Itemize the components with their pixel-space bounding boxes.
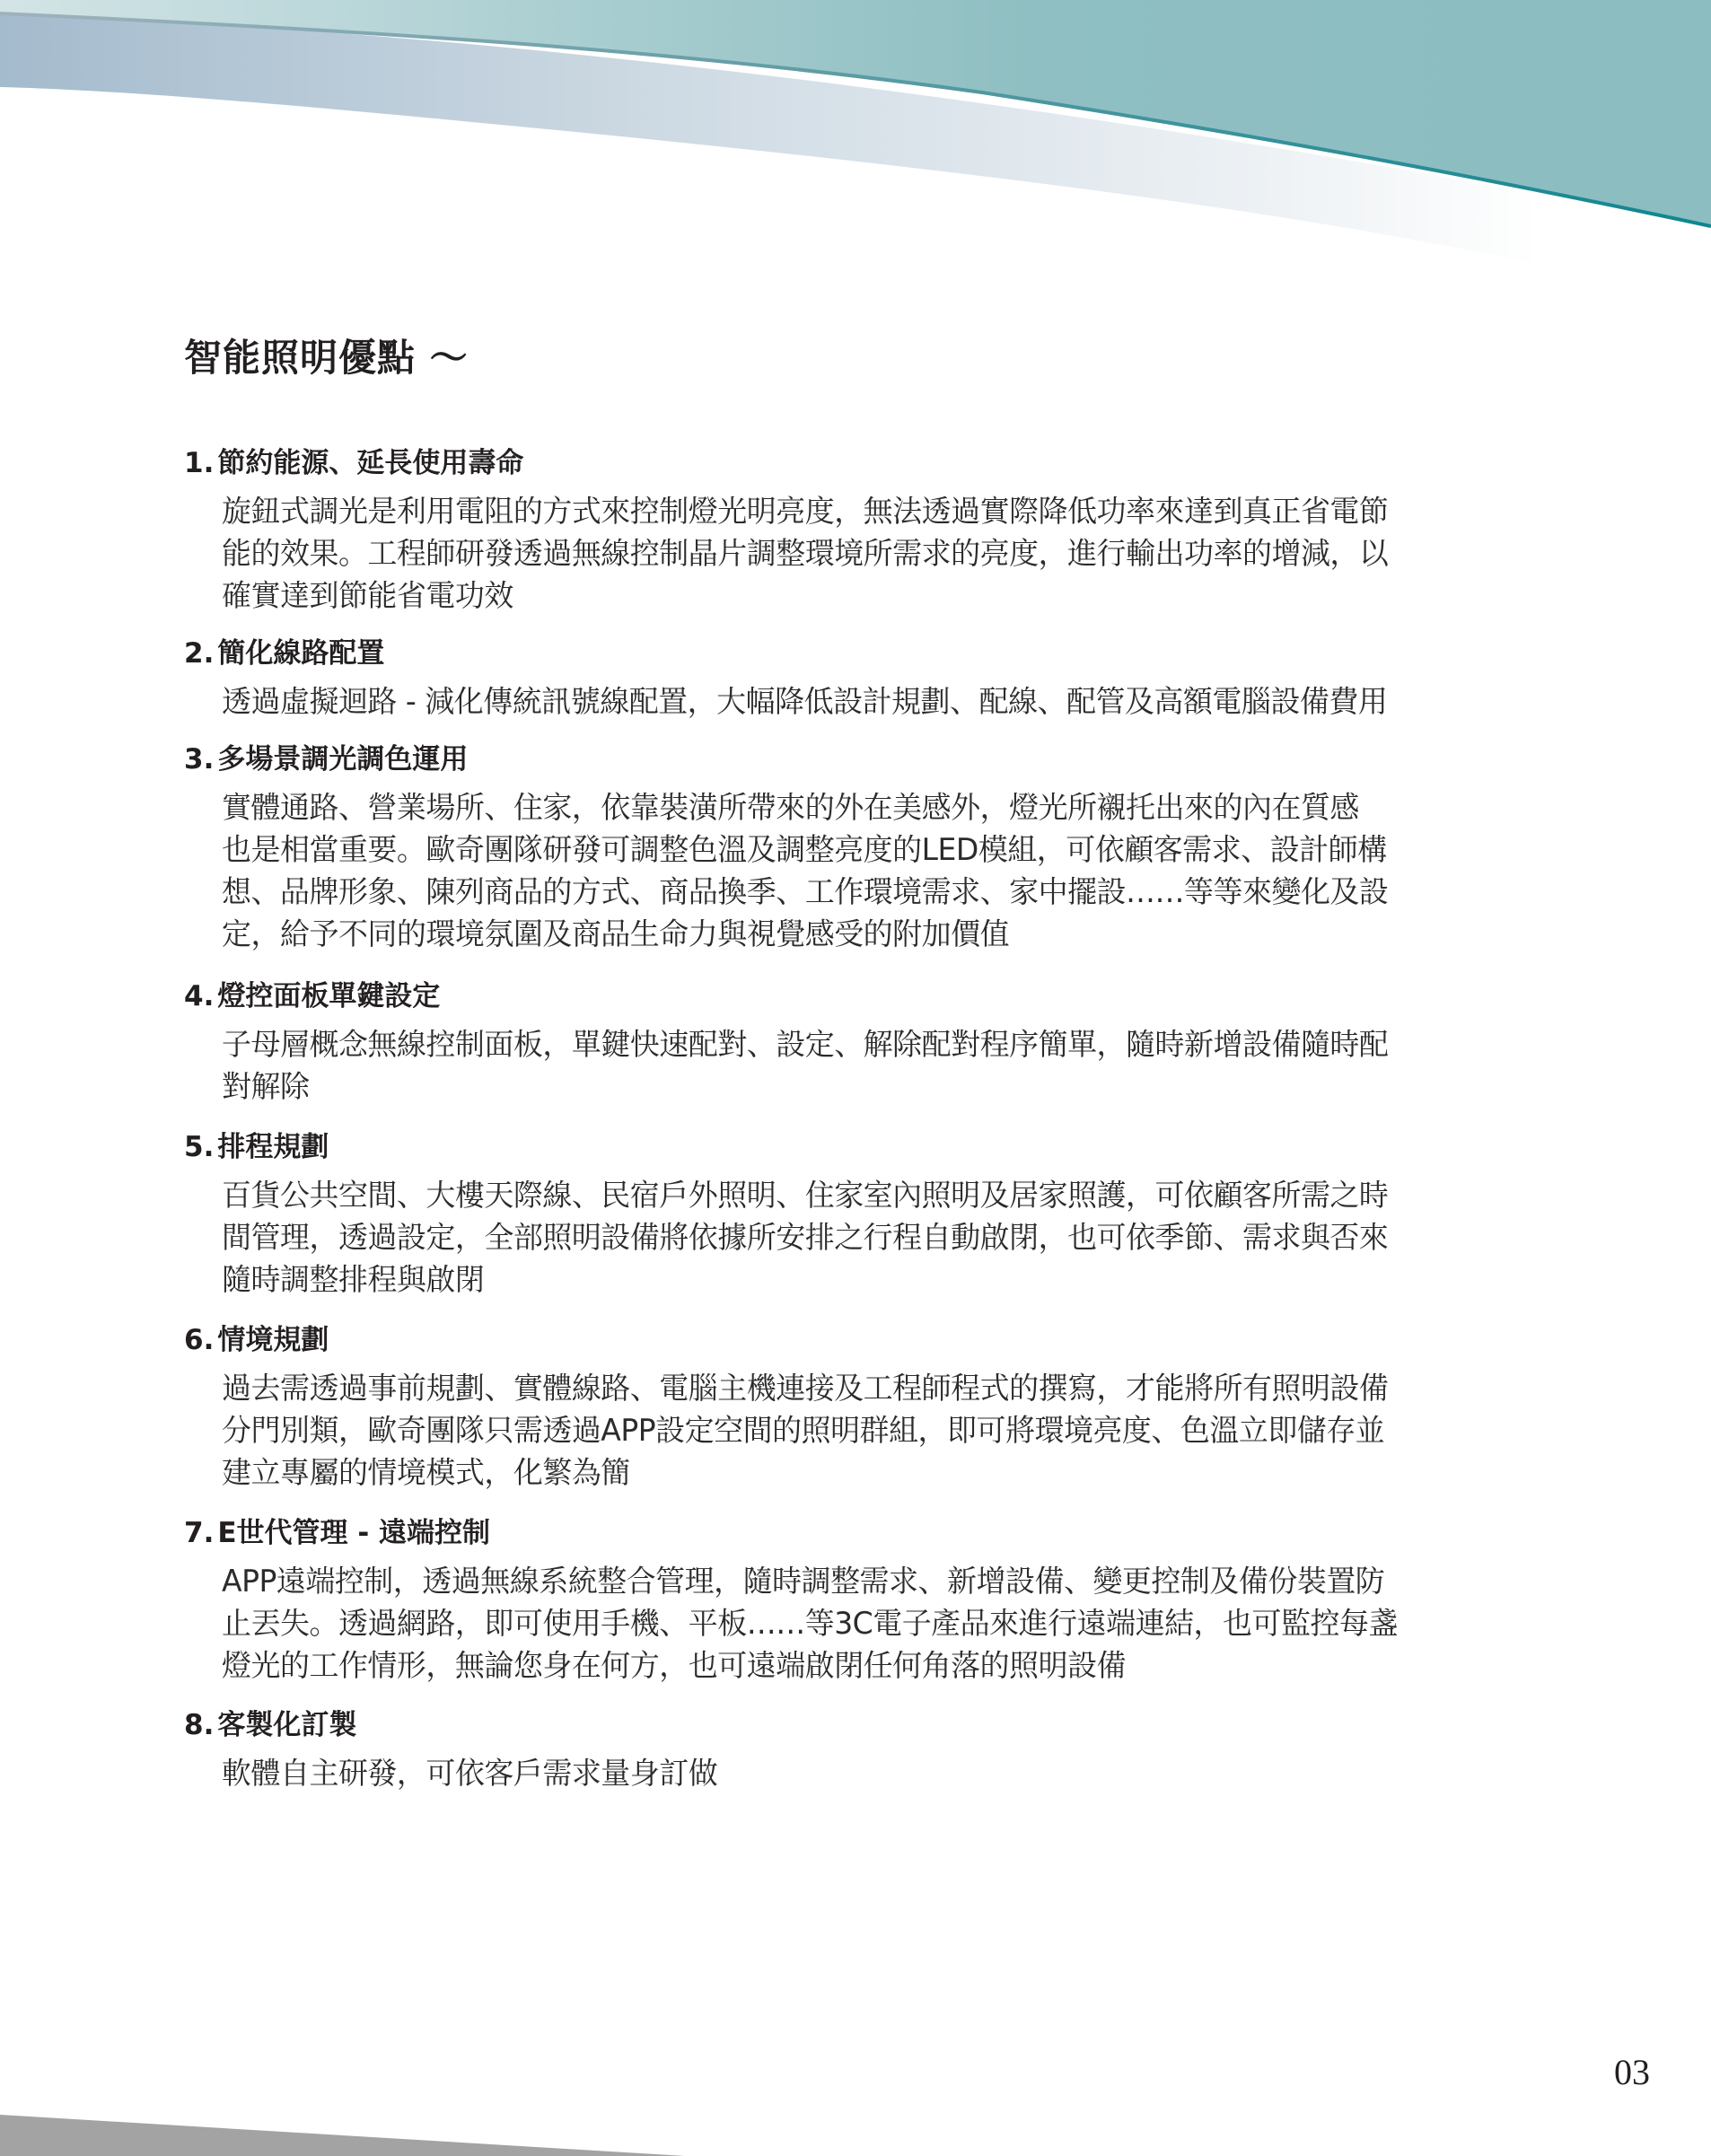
body-line: 止丟失。透過網路，即可使用手機、平板……等3C電子產品來進行遠端連結，也可監控每盞 bbox=[222, 1606, 1398, 1641]
body-line: 確實達到節能省電功效 bbox=[222, 578, 513, 613]
section-6 bbox=[184, 1322, 1549, 1494]
section-number: 5. bbox=[184, 1131, 215, 1163]
section-body bbox=[222, 1560, 1549, 1687]
body-line: 軟體自主研發，可依客戶需求量身訂做 bbox=[222, 1756, 718, 1791]
section-number: 2. bbox=[184, 637, 215, 670]
body-line: 定，給予不同的環境氛圍及商品生命力與視覺感受的附加價值 bbox=[222, 916, 1010, 951]
section-number: 6. bbox=[184, 1324, 215, 1356]
section-body bbox=[222, 1174, 1549, 1301]
body-line: 子母層概念無線控制面板，單鍵快速配對、設定、解除配對程序簡單，隨時新增設備隨時配 bbox=[222, 1027, 1389, 1062]
section-title: 情境規劃 bbox=[217, 1324, 329, 1356]
header-line bbox=[0, 13, 1711, 226]
body-line: 透過虛擬迴路 - 減化傳統訊號線配置，大幅降低設計規劃、配線、配管及高額電腦設備費用 bbox=[222, 684, 1388, 719]
section-number: 7. bbox=[184, 1517, 215, 1549]
body-line: 能的效果。工程師研發透過無線控制晶片調整環境所需求的亮度，進行輸出功率的增減，以 bbox=[222, 536, 1389, 571]
section-body bbox=[222, 490, 1549, 617]
section-heading bbox=[184, 741, 1549, 777]
section-title: 節約能源、延長使用壽命 bbox=[217, 447, 524, 479]
section-body bbox=[222, 680, 1549, 723]
body-line: 對解除 bbox=[222, 1069, 310, 1104]
section-5 bbox=[184, 1129, 1549, 1301]
section-heading bbox=[184, 1707, 1549, 1743]
section-heading bbox=[184, 445, 1549, 481]
section-3 bbox=[184, 741, 1549, 955]
body-line: 旋鈕式調光是利用電阻的方式來控制燈光明亮度，無法透過實際降低功率來達到真正省電節 bbox=[222, 494, 1389, 529]
body-line: 實體通路、營業場所、住家，依靠裝潢所帶來的外在美感外，燈光所襯托出來的內在質感 bbox=[222, 790, 1359, 825]
body-line: 燈光的工作情形，無論您身在何方，也可遠端啟閉任何角落的照明設備 bbox=[222, 1648, 1127, 1683]
section-2 bbox=[184, 635, 1549, 723]
section-8 bbox=[184, 1707, 1549, 1794]
section-number: 4. bbox=[184, 980, 215, 1012]
section-title: 簡化線路配置 bbox=[217, 637, 385, 670]
body-line: 也是相當重要。歐奇團隊研發可調整色溫及調整亮度的LED模組，可依顧客需求、設計師構 bbox=[222, 832, 1387, 867]
section-title: 多場景調光調色運用 bbox=[217, 743, 469, 776]
body-line: 百貨公共空間、大樓天際線、民宿戶外照明、住家室內照明及居家照護，可依顧客所需之時 bbox=[222, 1178, 1389, 1213]
section-heading bbox=[184, 1515, 1549, 1551]
section-heading bbox=[184, 635, 1549, 671]
body-line: APP遠端控制，透過無線系統整合管理，隨時調整需求、新增設備、變更控制及備份裝置防 bbox=[222, 1564, 1385, 1599]
page-title: 智能照明優點 ～ bbox=[184, 336, 469, 380]
section-7 bbox=[184, 1515, 1549, 1687]
body-line: 隨時調整排程與啟閉 bbox=[222, 1262, 485, 1297]
section-body bbox=[222, 1367, 1549, 1494]
section-title: E世代管理 - 遠端控制 bbox=[217, 1517, 490, 1549]
section-body bbox=[222, 786, 1549, 955]
section-heading bbox=[184, 978, 1549, 1014]
body-line: 分門別類，歐奇團隊只需透過APP設定空間的照明群組，即可將環境亮度、色溫立即儲存並 bbox=[222, 1413, 1385, 1448]
section-number: 8. bbox=[184, 1709, 215, 1741]
section-4 bbox=[184, 978, 1549, 1108]
body-line: 建立專屬的情境模式，化繁為簡 bbox=[222, 1455, 630, 1490]
section-number: 3. bbox=[184, 743, 215, 776]
section-body bbox=[222, 1752, 1549, 1794]
header-teal bbox=[0, 0, 1711, 226]
section-heading bbox=[184, 1322, 1549, 1358]
page-number: 03 bbox=[1614, 2052, 1650, 2092]
section-1 bbox=[184, 445, 1549, 617]
section-number: 1. bbox=[184, 447, 215, 479]
section-heading bbox=[184, 1129, 1549, 1165]
header-band bbox=[0, 13, 1711, 296]
body-line: 想、品牌形象、陳列商品的方式、商品換季、工作環境需求、家中擺設……等等來變化及設 bbox=[222, 874, 1389, 909]
section-title: 排程規劃 bbox=[217, 1131, 329, 1163]
body-line: 過去需透過事前規劃、實體線路、電腦主機連接及工程師程式的撰寫，才能將所有照明設備 bbox=[222, 1371, 1389, 1406]
section-title: 客製化訂製 bbox=[217, 1709, 357, 1741]
body-line: 間管理，透過設定，全部照明設備將依據所安排之行程自動啟閉，也可依季節、需求與否來 bbox=[222, 1220, 1389, 1255]
section-title: 燈控面板單鍵設定 bbox=[217, 980, 441, 1012]
footer-wedge bbox=[0, 2115, 685, 2156]
section-body bbox=[222, 1023, 1549, 1108]
